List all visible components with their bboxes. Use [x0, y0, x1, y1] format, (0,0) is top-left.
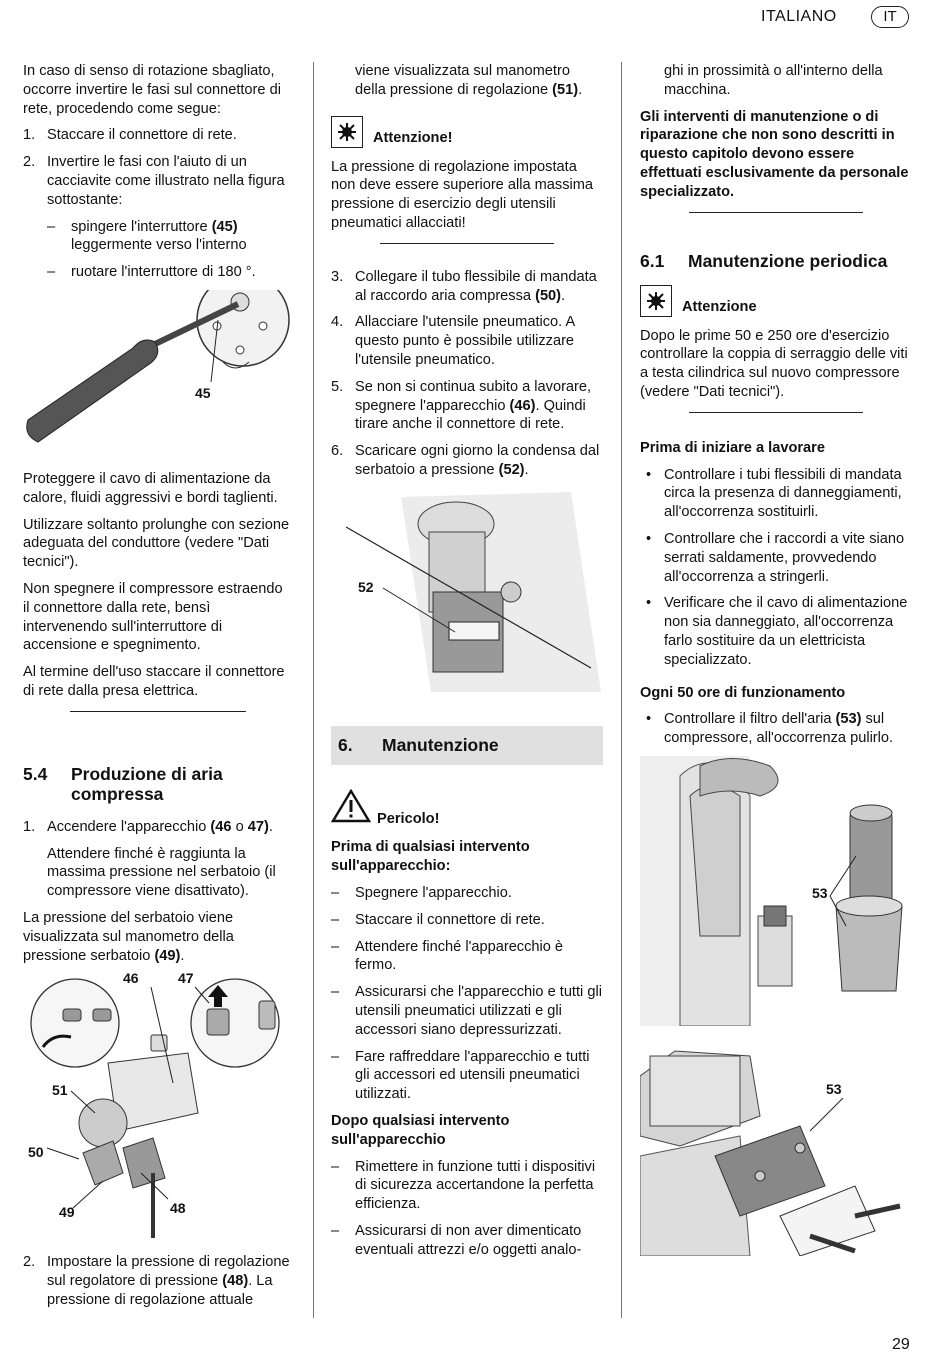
- callout-53: 53: [812, 884, 828, 901]
- condensate-drain-figure: [331, 492, 603, 692]
- list-item: 1. Staccare il connettore di rete.: [23, 127, 237, 144]
- paragraph: Utilizzare soltanto prolunghe con sezione adeguata del conduttore (vedere "Dati tecnici").: [23, 516, 290, 571]
- callout-48: 48: [170, 1200, 186, 1217]
- paragraph: Dopo le prime 50 e 250 ore d'esercizio controllare la coppia di serraggio delle viti a testa cilindrica sul nuovo compressore (vedere "Dati tecnici").: [640, 327, 908, 400]
- pressure-switch-figure: [23, 970, 293, 1243]
- attention-label: Attenzione: [682, 298, 757, 315]
- callout-47: 47: [178, 970, 194, 987]
- bullet-item: • Verificare che il cavo di alimentazione non sia danneggiato, all'occorrenza farlo sostituire da un elettricista specializzato.: [646, 595, 908, 668]
- callout-45: 45: [195, 384, 211, 401]
- column-3: [640, 62, 912, 1266]
- dash-item: – Spegnere l'apparecchio.: [331, 884, 512, 901]
- air-filter-figure-1: [640, 756, 912, 1026]
- paragraph: Attendere finché è raggiunta la massima pressione nel serbatoio (il compressore viene disattivato).: [47, 845, 276, 900]
- attention-label: Attenzione!: [373, 129, 453, 146]
- paragraph: Gli interventi di manutenzione o di riparazione che non sono descritti in questo capitolo devono essere effettuati esclusivamente da personale specializzato.: [640, 108, 909, 200]
- subheading: Prima di iniziare a lavorare: [640, 439, 825, 456]
- paragraph: viene visualizzata sul manometro della pressione di regolazione (51).: [355, 63, 583, 98]
- column-2: [331, 62, 603, 1267]
- list-item: 4. Allacciare l'utensile pneumatico. A questo punto è possibile utilizzare l'utensile pneumatico.: [331, 314, 575, 368]
- screwdriver-figure: [23, 290, 293, 460]
- list-item: 3. Collegare il tubo flessibile di mandata al raccordo aria compressa (50).: [331, 268, 597, 304]
- danger-label: Pericolo!: [377, 810, 440, 827]
- callout-51: 51: [52, 1082, 68, 1099]
- section-separator: [689, 212, 863, 213]
- paragraph: Proteggere il cavo di alimentazione da calore, fluidi aggressivi e bordi taglienti.: [23, 470, 278, 506]
- list-item: 5. Se non si continua subito a lavorare, spegnere l'apparecchio (46). Quindi tirare anche il connettore di rete.: [331, 378, 592, 433]
- language-label: ITALIANO: [761, 8, 837, 25]
- callout-46: 46: [123, 970, 139, 987]
- callout-52: 52: [358, 578, 374, 595]
- attention-notice: [640, 285, 912, 317]
- section-separator: [380, 243, 554, 244]
- dash-item: – Attendere finché l'apparecchio è fermo.: [331, 938, 564, 974]
- attention-notice: [331, 116, 603, 148]
- air-filter-figure-2: [640, 1036, 912, 1256]
- list-item: 6. Scaricare ogni giorno la condensa dal serbatoio a pressione (52).: [331, 443, 600, 478]
- page-number: 29: [892, 1336, 910, 1353]
- callout-50: 50: [28, 1144, 44, 1161]
- bullet-item: • Controllare il filtro dell'aria (53) sul compressore, all'occorrenza pulirlo.: [646, 711, 894, 747]
- list-item: 2. Invertire le fasi con l'aiuto di un cacciavite come illustrato nella figura sottostante:: [23, 154, 285, 208]
- dash-item: – Rimettere in funzione tutti i dispositivi di sicurezza accertandone la perfetta efficienza.: [331, 1158, 596, 1213]
- column-divider: [621, 62, 622, 1318]
- dash-item: – Assicurarsi che l'apparecchio e tutti gli utensili pneumatici utilizzati e gli accessori siano depressurizzati.: [331, 984, 602, 1038]
- paragraph: La pressione del serbatoio viene visualizzata sul manometro della pressione serbatoio (49).: [23, 909, 234, 964]
- column-divider: [313, 62, 314, 1318]
- list-item: 2. Impostare la pressione di regolazione sul regolatore di pressione (48). La pressione di regolazione attuale: [23, 1254, 290, 1308]
- paragraph: In caso di senso di rotazione sbagliato, occorre invertire le fasi sul connettore di rete, procedendo come segue:: [23, 63, 281, 117]
- section-heading-6-1: 6.1 Manutenzione periodica: [640, 250, 888, 271]
- paragraph: ghi in prossimità o all'interno della macchina.: [664, 63, 883, 98]
- section-heading-5-4: 5.4 Produzione di aria compressa: [23, 763, 223, 804]
- list-item: 1. Accendere l'apparecchio (46 o 47).: [23, 818, 273, 835]
- section-separator: [689, 412, 863, 413]
- dash-item: – spingere l'interruttore (45) leggermente verso l'interno: [47, 218, 247, 254]
- language-badge: IT: [871, 6, 909, 28]
- dash-item: – Staccare il connettore di rete.: [331, 911, 545, 928]
- dash-item: – ruotare l'interruttore di 180 °.: [47, 264, 256, 281]
- paragraph: Al termine dell'uso staccare il connettore di rete dalla presa elettrica.: [23, 664, 285, 699]
- bullet-item: • Controllare i tubi flessibili di mandata circa la presenza di danneggiamenti, all'occorrenza sostituirli.: [646, 466, 902, 521]
- callout-49: 49: [59, 1204, 75, 1221]
- attention-icon: [331, 116, 363, 148]
- callout-53: 53: [826, 1080, 842, 1097]
- subheading: Prima di qualsiasi intervento sull'apparecchio:: [331, 839, 530, 875]
- subheading: Ogni 50 ore di funzionamento: [640, 684, 846, 701]
- attention-icon: [640, 285, 672, 317]
- warning-triangle-icon: [331, 789, 371, 829]
- subheading: Dopo qualsiasi intervento sull'apparecchio: [331, 1112, 510, 1148]
- paragraph: Non spegnere il compressore estraendo il connettore dalla rete, bensì intervenendo sull'interruttore di accensione e spegnimento.: [23, 580, 283, 654]
- section-separator: [70, 711, 246, 712]
- dash-item: – Assicurarsi di non aver dimenticato eventuali attrezzi e/o oggetti analo-: [331, 1222, 582, 1258]
- section-heading-6: 6. Manutenzione: [331, 726, 603, 765]
- column-1: [23, 62, 293, 1318]
- danger-notice: [331, 789, 603, 829]
- bullet-item: • Controllare che i raccordi a vite siano serrati saldamente, provvedendo all'occorrenza a stringerli.: [646, 530, 905, 585]
- dash-item: – Fare raffreddare l'apparecchio e tutti gli accessori ed utensili pneumatici utilizzati.: [331, 1048, 590, 1103]
- paragraph: La pressione di regolazione impostata non deve essere superiore alla massima pressione di esercizio degli utensili pneumatici allacciati!: [331, 158, 594, 231]
